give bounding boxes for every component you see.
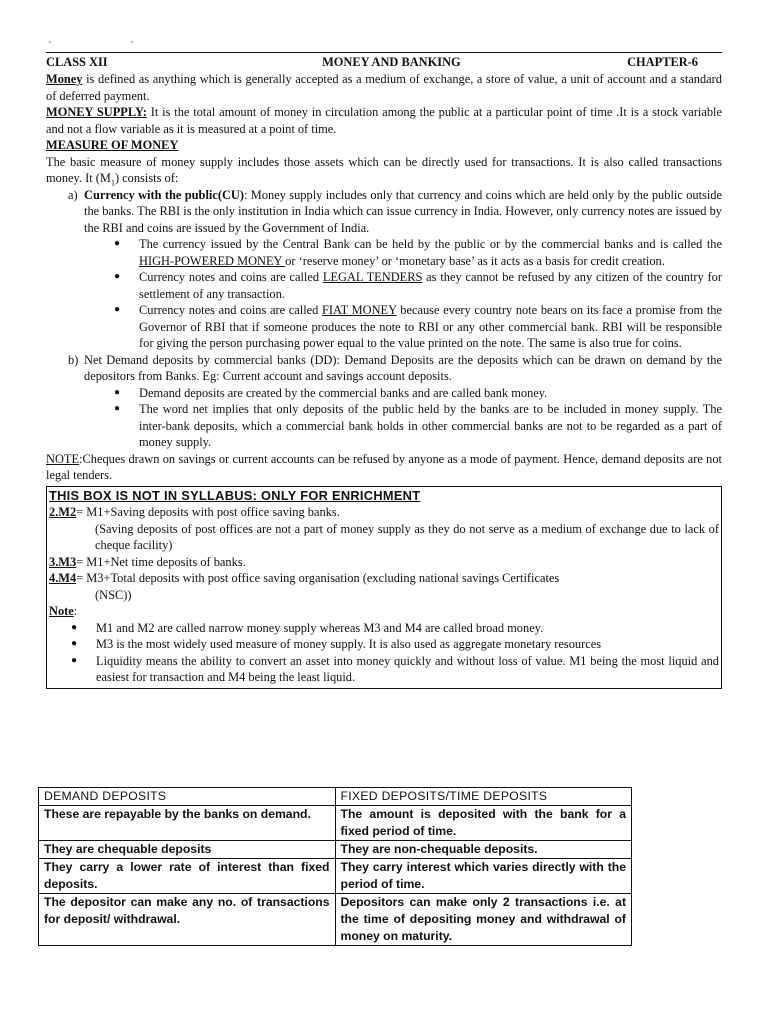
box-title: THIS BOX IS NOT IN SYLLABUS: ONLY FOR ENRICHMENT bbox=[49, 487, 421, 503]
bullet-icon: ● bbox=[114, 386, 121, 398]
list-item: ● Liquidity means the ability to convert an asset into money quickly and without loss of value. M1 being the most liquid and easiest for transaction and M4 being the least liquid. bbox=[71, 653, 719, 684]
page-title: MONEY AND BANKING bbox=[322, 55, 461, 69]
table-cell: These are repayable by the banks on demand. bbox=[39, 806, 336, 841]
table-header-row bbox=[39, 788, 632, 806]
money-definition: Money is defined as anything which is generally accepted as a medium of exchange, a store of value, a unit of account and a standard of deferred payment. bbox=[46, 72, 722, 103]
class-label: CLASS XII bbox=[46, 55, 108, 69]
table-cell: They carry interest which varies directly with the period of time. bbox=[335, 859, 632, 894]
bullet-icon: ● bbox=[114, 403, 121, 414]
money-supply-definition: MONEY SUPPLY: It is the total amount of money in circulation among the public at a particular point of time .It is a stock variable and not a flow variable as it is measured at a point of time. bbox=[46, 105, 722, 136]
table-row bbox=[39, 806, 632, 841]
list-item: ● M3 is the most widely used measure of money supply. It is also used as aggregate monetary resources bbox=[71, 637, 602, 651]
m4-row: 4.M4 = M3+Total deposits with post office saving organisation (excluding national savings Certificates bbox=[49, 571, 560, 585]
bullet-icon: ● bbox=[71, 621, 78, 633]
table-cell: The amount is deposited with the bank for a fixed period of time. bbox=[335, 806, 632, 841]
table-cell: They carry a lower rate of interest than fixed deposits. bbox=[39, 859, 336, 894]
list-item: ● Currency notes and coins are called LEGAL TENDERS as they cannot be refused by any citizen of the country for settlement of any transaction. bbox=[114, 270, 723, 301]
item-b: b) Net Demand deposits by commercial banks (DD): Demand Deposits are the deposits which can be drawn on demand by the depositors from Banks. Eg: Current account and savings account deposits. bbox=[68, 352, 722, 383]
section-heading-measure: MEASURE OF MONEY bbox=[46, 138, 179, 152]
table-cell: Depositors can make only 2 transactions i.e. at the time of depositing money and withdrawal of money on maturity. bbox=[335, 894, 632, 946]
list-item: ● The word net implies that only deposits of the public held by the banks are to be included in money supply. The inter-bank deposits, which a commercial bank holds in other commercial banks are not to be regarded as a part of money supply. bbox=[114, 402, 722, 449]
bullet-icon: ● bbox=[114, 271, 121, 282]
enrichment-box bbox=[46, 486, 722, 689]
list-item: ● Demand deposits are created by the commercial banks and are called bank money. bbox=[114, 385, 548, 400]
bullet-icon: ● bbox=[71, 638, 78, 649]
m2-row: 2.M2 = M1+Saving deposits with post office saving banks. bbox=[49, 505, 340, 519]
chapter-label: CHAPTER-6 bbox=[627, 55, 698, 69]
deposits-comparison-table bbox=[38, 787, 632, 946]
table-row bbox=[39, 859, 632, 894]
table-cell: They are non-chequable deposits. bbox=[335, 841, 632, 859]
table-row bbox=[39, 841, 632, 859]
list-item: ● M1 and M2 are called narrow money supply whereas M3 and M4 are called broad money. bbox=[71, 620, 544, 635]
bullet-icon: ● bbox=[114, 304, 121, 315]
table-header-cell: FIXED DEPOSITS/TIME DEPOSITS bbox=[335, 788, 632, 806]
page-header bbox=[46, 52, 722, 71]
m4-note: (NSC)) bbox=[95, 587, 132, 602]
stray-marks: ` ` bbox=[48, 40, 173, 52]
list-item: ● Currency notes and coins are called FIAT MONEY because every country note bears on its face a promise from the Governor of RBI that if someone produces the note to RBI or any other commercial bank. RBI will be responsible for giving the person purchasing power equal to the value printed on the note. The same is also true for coins. bbox=[114, 303, 722, 350]
m3-row: 3.M3 = M1+Net time deposits of banks. bbox=[49, 554, 246, 569]
bullet-icon: ● bbox=[71, 654, 78, 666]
box-note-label: Note: bbox=[49, 604, 78, 618]
table-row bbox=[39, 894, 632, 946]
table-cell: They are chequable deposits bbox=[39, 841, 336, 859]
document-page bbox=[46, 40, 722, 689]
item-a: a) Currency with the public(CU): Money supply includes only that currency and coins which are held only by the public outside the banks. The RBI is the only institution in India which can issue currency in India. However, only currency notes are issued by the RBI and coins are issued by the Government of India. bbox=[68, 187, 723, 235]
bullet-icon: ● bbox=[114, 238, 121, 249]
table-cell: The depositor can make any no. of transactions for deposit/ withdrawal. bbox=[39, 894, 336, 946]
note-paragraph: NOTE:Cheques drawn on savings or current accounts can be refused by anyone as a mode of payment. Hence, demand deposits are not legal tenders. bbox=[46, 451, 722, 482]
list-item: ● The currency issued by the Central Bank can be held by the public or by the commercial banks and is called the HIGH-POWERED MONEY or ‘reserve money’ or ‘monetary base’ as it acts as a basis for credit creation. bbox=[114, 237, 722, 268]
measure-paragraph: The basic measure of money supply includes those assets which can be directly used for transactions. It is also called transactions money. It $(M_1)$ consists of: bbox=[46, 154, 722, 188]
table-header-cell: DEMAND DEPOSITS bbox=[39, 788, 336, 806]
m2-note: (Saving deposits of post offices are not a part of money supply as they do not serve as a medium of exchange due to lack of cheque facility) bbox=[95, 521, 719, 552]
